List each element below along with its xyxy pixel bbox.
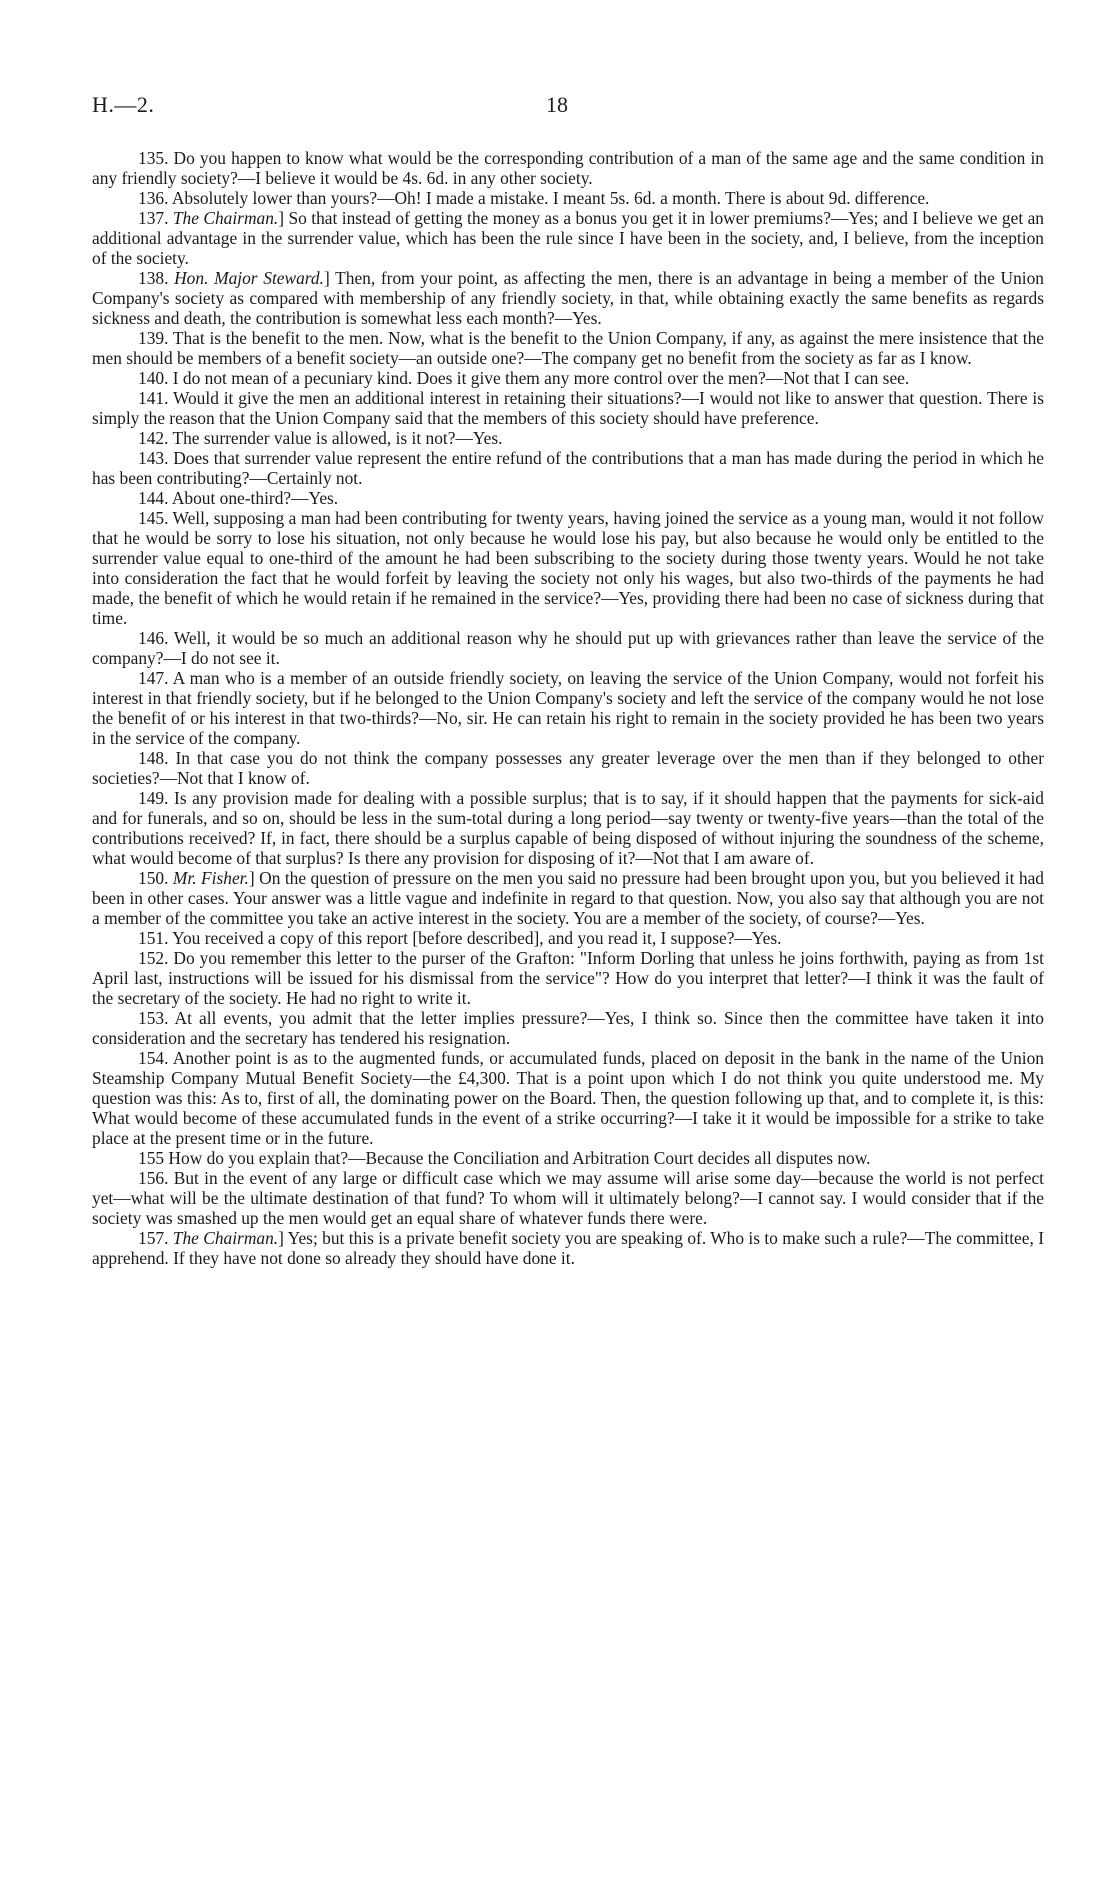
paragraph-148: 148. In that case you do not think the company possesses any greater leverage over the men than if they belonged to other societies?—Not that I know of.: [92, 748, 1044, 788]
page-number: 18: [546, 92, 568, 117]
paragraph-138: 138. Hon. Major Steward.] Then, from your point, as affecting the men, there is an advantage in being a member of the Union Company's society as compared with membership of any friendly society, in that, while obtaining exactly the same benefits as regards sickness and death, the contribution is somewhat less each month?—Yes.: [92, 268, 1044, 328]
paragraph-156: 156. But in the event of any large or difficult case which we may assume will arise some day—because the world is not perfect yet—what will be the ultimate destination of that fund? To whom will it ultimately belong?—I cannot say. I would consider that if the society was smashed up the men would get an equal share of whatever funds there were.: [92, 1168, 1044, 1228]
speaker-name: The Chairman.: [172, 208, 279, 228]
paragraph-154: 154. Another point is as to the augmented funds, or accumulated funds, placed on deposit in the bank in the name of the Union Steamship Company Mutual Benefit Society—the £4,300. That is a point upon which I do not think you quite understood me. My question was this: As to, first of all, the dominating power on the Board. Then, the question following up that, and to complete it, is this: What would become of these accumulated funds in the event of a strike occurring?—I take it it would be impossible for a strike to take place at the present time or in the future.: [92, 1048, 1044, 1148]
paragraph-150: 150. Mr. Fisher.] On the question of pressure on the men you said no pressure had been brought upon you, but you believed it had been in other cases. Your answer was a little vague and indefinite in regard to that question. Now, you also say that although you are not a member of the committee you take an active interest in the society. You are a member of the society, of course?—Yes.: [92, 868, 1044, 928]
paragraph-152: 152. Do you remember this letter to the purser of the Grafton: "Inform Dorling that unless he joins forthwith, paying as from 1st April last, instructions will be issued for his dismissal from the service"? How do you interpret that letter?—I think it was the fault of the secretary of the society. He had no right to write it.: [92, 948, 1044, 1008]
page-reference: H.—2.: [92, 92, 155, 117]
paragraph-135: 135. Do you happen to know what would be the corresponding contribution of a man of the same age and the same condition in any friendly society?—I believe it would be 4s. 6d. in any other society.: [92, 148, 1044, 188]
paragraph-149: 149. Is any provision made for dealing with a possible surplus; that is to say, if it should happen that the payments for sick-aid and for funerals, and so on, should be less in the sum-total during a long period—say twenty or twenty-five years—than the total of the contributions received? If, in fact, there should be a surplus capable of being disposed of without injuring the soundness of the scheme, what would become of that surplus? Is there any provision for disposing of it?—Not that I am aware of.: [92, 788, 1044, 868]
paragraph-151: 151. You received a copy of this report [before described], and you read it, I suppose?—Yes.: [138, 928, 782, 948]
paragraph-157: 157. The Chairman.] Yes; but this is a private benefit society you are speaking of. Who is to make such a rule?—The committee, I apprehend. If they have not done so already they should have done it.: [92, 1228, 1044, 1268]
speaker-name: Mr. Fisher.: [172, 868, 249, 888]
speaker-name: The Chairman.: [172, 1228, 279, 1248]
paragraph-141: 141. Would it give the men an additional interest in retaining their situations?—I would not like to answer that question. There is simply the reason that the Union Company said that the members of this society should have preference.: [92, 388, 1044, 428]
paragraph-136: 136. Absolutely lower than yours?—Oh! I made a mistake. I meant 5s. 6d. a month. There is about 9d. difference.: [138, 188, 930, 208]
paragraph-145: 145. Well, supposing a man had been contributing for twenty years, having joined the service as a young man, would it not follow that he would be sorry to lose his situation, not only because he would lose his pay, but also because he would only be entitled to the surrender value equal to one-third of the amount he had been subscribing to the society during those twenty years. Would he not take into consideration the fact that he would forfeit by leaving the society not only his wages, but also two-thirds of the payments he had made, the benefit of which he would retain if he remained in the service?—Yes, providing there had been no case of sickness during that time.: [92, 508, 1044, 628]
evidence-body: [92, 148, 1044, 1268]
paragraph-147: 147. A man who is a member of an outside friendly society, on leaving the service of the Union Company, would not forfeit his interest in that friendly society, but if he belonged to the Union Company's society and left the service of the company would he not lose the benefit of or his interest in that two-thirds?—No, sir. He can retain his right to remain in the society provided he has been two years in the service of the company.: [92, 668, 1044, 748]
speaker-name: Hon. Major Steward.: [174, 268, 324, 288]
paragraph-142: 142. The surrender value is allowed, is it not?—Yes.: [138, 428, 503, 448]
paragraph-140: 140. I do not mean of a pecuniary kind. Does it give them any more control over the men?—Not that I can see.: [138, 368, 910, 388]
paragraph-153: 153. At all events, you admit that the letter implies pressure?—Yes, I think so. Since then the committee have taken it into consideration and the secretary has tendered his resignation.: [92, 1008, 1044, 1048]
paragraph-155: 155 How do you explain that?—Because the Conciliation and Arbitration Court decides all disputes now.: [138, 1148, 871, 1168]
paragraph-146: 146. Well, it would be so much an additional reason why he should put up with grievances rather than leave the service of the company?—I do not see it.: [92, 628, 1044, 668]
paragraph-144: 144. About one-third?—Yes.: [138, 488, 339, 508]
paragraph-143: 143. Does that surrender value represent the entire refund of the contributions that a man has made during the period in which he has been contributing?—Certainly not.: [92, 448, 1044, 488]
paragraph-139: 139. That is the benefit to the men. Now, what is the benefit to the Union Company, if any, as against the mere insistence that the men should be members of a benefit society—an outside one?—The company get no benefit from the society as far as I know.: [92, 328, 1044, 368]
paragraph-137: 137. The Chairman.] So that instead of getting the money as a bonus you get it in lower premiums?—Yes; and I believe we get an additional advantage in the surrender value, which has been the rule since I have been in the society, and, I believe, from the inception of the society.: [92, 208, 1044, 268]
